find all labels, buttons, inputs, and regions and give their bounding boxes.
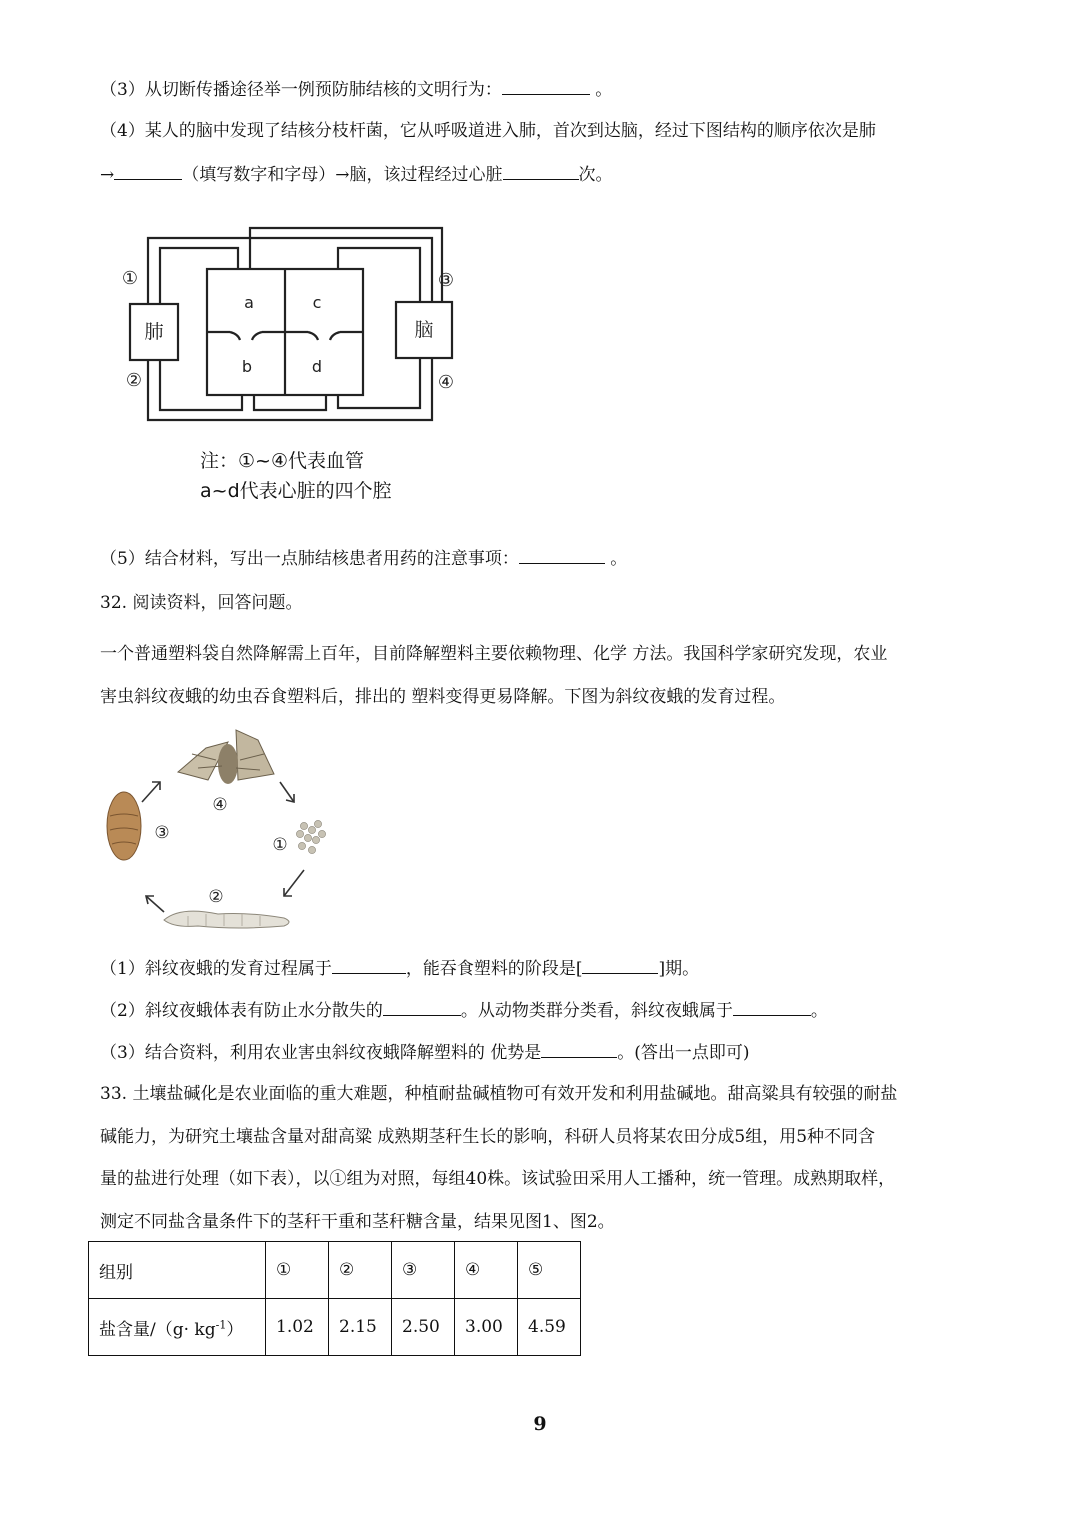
salt-value-cell: 3.00 xyxy=(455,1299,518,1356)
group-cell: ③ xyxy=(392,1242,455,1299)
q32-para-line1: 一个普通塑料袋自然降解需上百年，目前降解塑料主要依赖物理、化学 方法。我国科学家研究发现，农业 xyxy=(100,644,888,664)
page-number: 9 xyxy=(533,1413,547,1435)
brain-label: 脑 xyxy=(414,319,434,341)
group-cell: ④ xyxy=(455,1242,518,1299)
vessel-3-label: ③ xyxy=(437,270,455,291)
q33-line3: 量的盐进行处理（如下表），以①组为对照，每组40株。该试验田采用人工播种，统一管理。成熟期取样， xyxy=(100,1169,896,1189)
vessel-1-label: ① xyxy=(121,268,139,289)
q33-line1: 33. 土壤盐碱化是农业面临的重大难题，种植耐盐碱植物可有效开发和利用盐碱地。甜高粱具有较强的耐盐 xyxy=(100,1084,898,1104)
vessel-2-label: ② xyxy=(125,370,143,391)
q32-sub2-c: 。 xyxy=(810,1001,828,1021)
chamber-b: b xyxy=(241,357,253,376)
answer-blank[interactable] xyxy=(541,1039,617,1058)
group-cell: ① xyxy=(266,1242,329,1299)
salt-value-cell: 2.50 xyxy=(392,1299,455,1356)
q31-part5 xyxy=(100,545,627,571)
note-line-1: 注：①~④代表血管 xyxy=(200,450,364,472)
row-header-salt xyxy=(89,1299,266,1356)
q31-part3-text: （3）从切断传播途径举一例预防肺结核的文明行为： xyxy=(100,80,502,100)
adult-moth-icon xyxy=(178,730,274,784)
salt-content-table xyxy=(88,1241,581,1356)
diagram-note xyxy=(200,446,392,506)
q32-title: 32. 阅读资料，回答问题。 xyxy=(100,593,303,613)
q32-sub2-b: 。从动物类群分类看，斜纹夜蛾属于 xyxy=(460,1001,733,1021)
table-row-groups xyxy=(89,1242,581,1299)
salt-value-cell: 4.59 xyxy=(518,1299,581,1356)
answer-blank[interactable] xyxy=(519,545,605,564)
row-header-group: 组别 xyxy=(89,1242,266,1299)
q33-line2: 碱能力，为研究土壤盐含量对甜高粱 成熟期茎秆生长的影响，科研人员将某农田分成5组，用5种不同含 xyxy=(100,1127,876,1147)
larva-icon xyxy=(164,911,289,928)
q33-line4: 测定不同盐含量条件下的茎秆干重和茎秆糖含量，结果见图1、图2。 xyxy=(100,1212,615,1232)
q32-sub3 xyxy=(100,1039,749,1065)
q32-sub1-a: （1）斜纹夜蛾的发育过程属于 xyxy=(100,959,332,979)
chamber-a: a xyxy=(244,293,254,312)
q31-part5-tail: 。 xyxy=(604,549,628,569)
answer-blank[interactable] xyxy=(582,955,658,974)
q31-part4-tail: 次。 xyxy=(578,165,613,185)
stage-2-label: ② xyxy=(208,887,224,907)
q31-part5-text: （5）结合材料，写出一点肺结核患者用药的注意事项： xyxy=(100,549,519,569)
eggs-icon xyxy=(296,820,325,853)
answer-blank[interactable] xyxy=(503,161,579,180)
chamber-c: c xyxy=(312,293,322,312)
answer-blank[interactable] xyxy=(733,997,811,1016)
group-cell: ② xyxy=(329,1242,392,1299)
salt-header-close: ） xyxy=(226,1319,244,1340)
salt-value-cell: 2.15 xyxy=(329,1299,392,1356)
table-row-salt xyxy=(89,1299,581,1356)
vessel-4-label: ④ xyxy=(437,372,455,393)
answer-blank[interactable] xyxy=(332,955,406,974)
chamber-d: d xyxy=(311,357,323,376)
q31-part3-tail: 。 xyxy=(589,80,613,100)
q32-sub2-a: （2）斜纹夜蛾体表有防止水分散失的 xyxy=(100,1001,383,1021)
q32-sub2 xyxy=(100,997,828,1023)
circulation-diagram xyxy=(112,212,472,432)
salt-header-text: 盐含量/（g· kg xyxy=(99,1319,216,1340)
answer-blank[interactable] xyxy=(383,997,461,1016)
q31-part4-line2 xyxy=(100,161,613,187)
group-cell: ⑤ xyxy=(518,1242,581,1299)
q32-sub1 xyxy=(100,955,699,981)
lung-label: 肺 xyxy=(144,321,164,343)
q32-para-line2: 害虫斜纹夜蛾的幼虫吞食塑料后，排出的 塑料变得更易降解。下图为斜纹夜蛾的发育过程。 xyxy=(100,687,786,707)
answer-blank[interactable] xyxy=(114,161,182,180)
q31-part3 xyxy=(100,76,612,102)
q32-sub3-b: 。(答出一点即可) xyxy=(617,1043,750,1063)
q31-part4-middle: （填写数字和字母）→脑，该过程经过心脏 xyxy=(182,165,503,185)
moth-life-cycle-diagram xyxy=(88,720,348,940)
q31-part4-line1: （4）某人的脑中发现了结核分枝杆菌，它从呼吸道进入肺，首次到达脑，经过下图结构的顺序依次是肺 xyxy=(100,121,876,141)
unit-exponent: -1 xyxy=(215,1317,227,1331)
pupa-icon xyxy=(107,792,141,860)
salt-value-cell: 1.02 xyxy=(266,1299,329,1356)
stage-4-label: ④ xyxy=(212,795,228,815)
q32-sub1-c: ]期。 xyxy=(658,959,700,979)
stage-3-label: ③ xyxy=(154,823,170,843)
q32-sub1-b: ，能吞食塑料的阶段是[ xyxy=(405,959,583,979)
arrow-text: → xyxy=(100,165,115,185)
note-line-2: a~d代表心脏的四个腔 xyxy=(200,480,392,502)
q32-sub3-a: （3）结合资料，利用农业害虫斜纹夜蛾降解塑料的 优势是 xyxy=(100,1043,542,1063)
answer-blank[interactable] xyxy=(502,76,590,95)
stage-1-label: ① xyxy=(272,835,288,855)
